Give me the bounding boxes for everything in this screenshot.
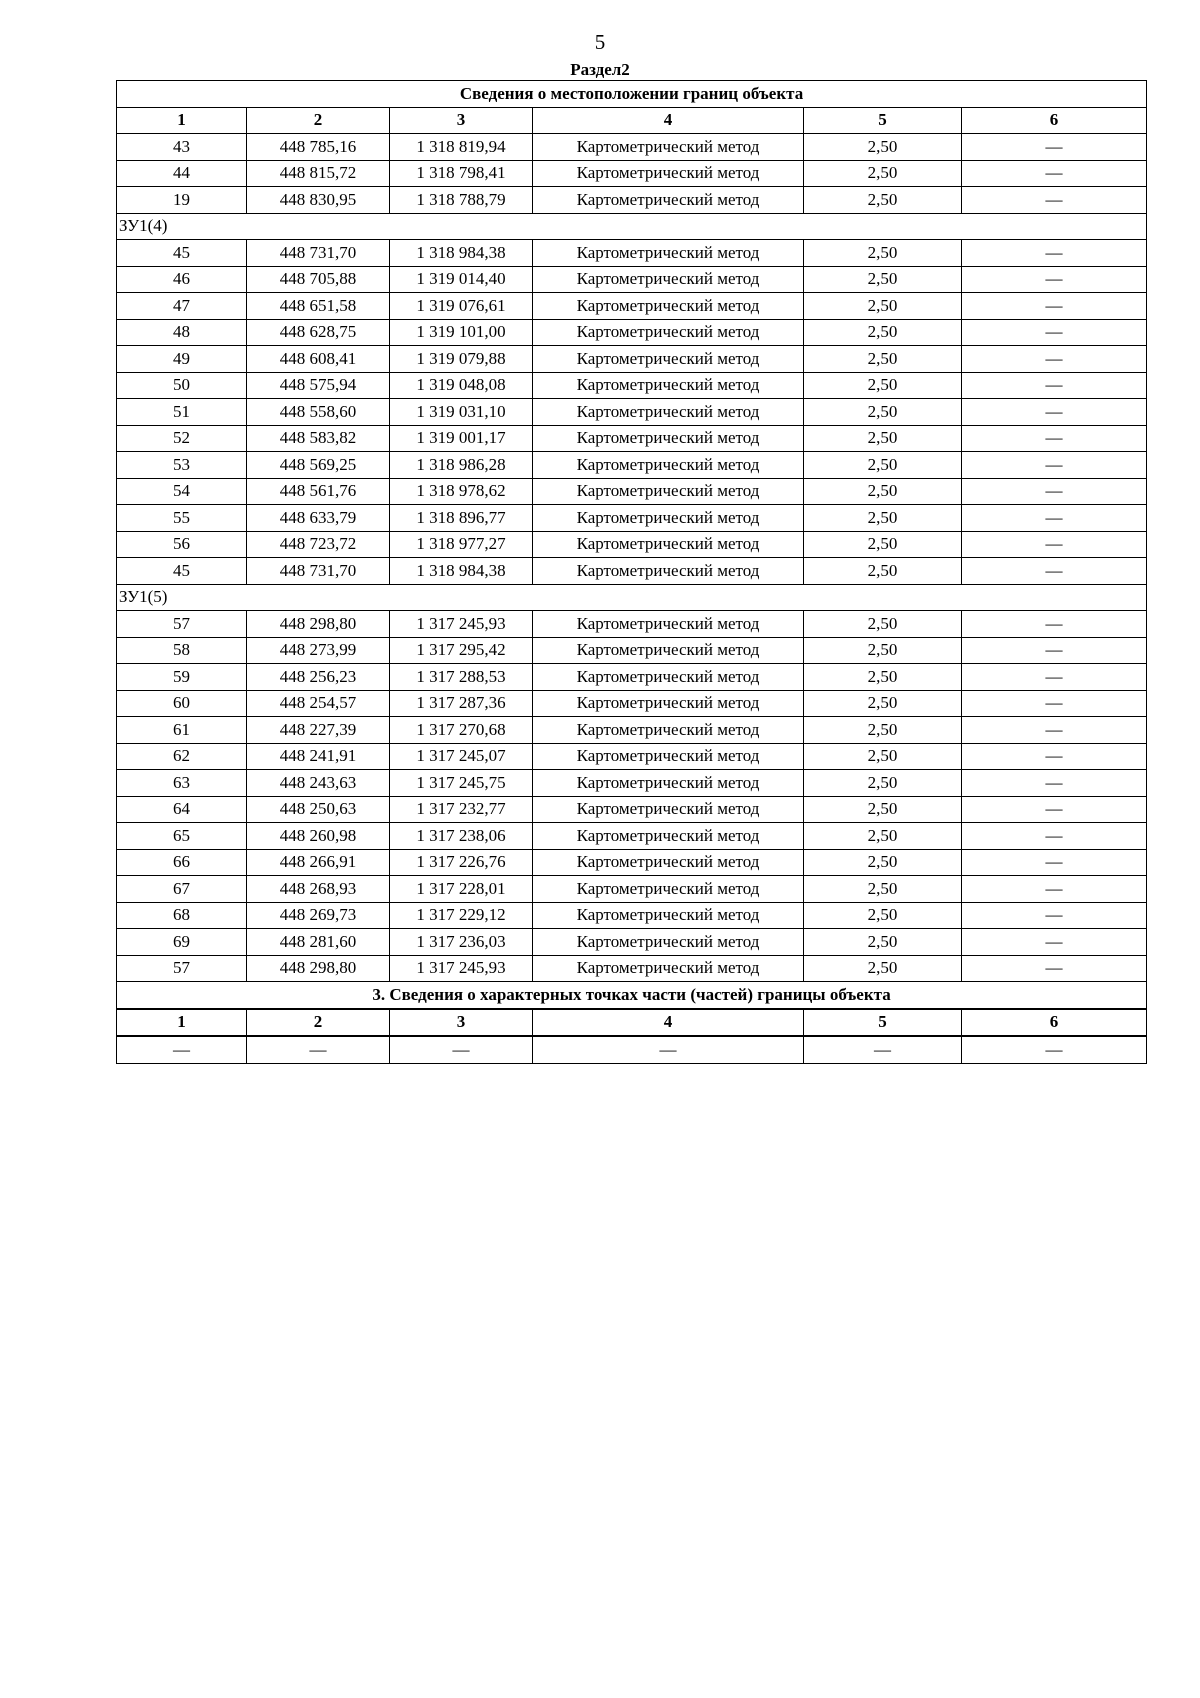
- table-cell: Картометрический метод: [533, 160, 804, 187]
- table-row: [117, 293, 1147, 320]
- table-cell: —: [390, 1036, 533, 1063]
- table-cell: 1 317 226,76: [390, 849, 533, 876]
- table-cell: Картометрический метод: [533, 929, 804, 956]
- page-number: 5: [594, 30, 606, 54]
- table-cell: —: [962, 319, 1147, 346]
- table-cell: 47: [117, 293, 247, 320]
- table-row: [117, 664, 1147, 691]
- table-cell: 66: [117, 849, 247, 876]
- table-cell: 1 317 236,03: [390, 929, 533, 956]
- table-cell: 448 731,70: [247, 240, 390, 267]
- group-label: ЗУ1(4): [117, 213, 1147, 240]
- table-cell: 2,50: [804, 558, 962, 585]
- table-cell: 2,50: [804, 690, 962, 717]
- table-cell: 1 319 076,61: [390, 293, 533, 320]
- table-cell: Картометрический метод: [533, 399, 804, 426]
- table-cell: Картометрический метод: [533, 558, 804, 585]
- table-cell: 53: [117, 452, 247, 479]
- table-cell: —: [117, 1036, 247, 1063]
- table-cell: 2,50: [804, 823, 962, 850]
- table-cell: Картометрический метод: [533, 478, 804, 505]
- table-row: [117, 240, 1147, 267]
- table-cell: Картометрический метод: [533, 664, 804, 691]
- table-cell: 448 266,91: [247, 849, 390, 876]
- table-cell: 49: [117, 346, 247, 373]
- table-cell: —: [962, 160, 1147, 187]
- table-cell: 1 317 229,12: [390, 902, 533, 929]
- table-cell: 48: [117, 319, 247, 346]
- table-cell: 68: [117, 902, 247, 929]
- table-cell: 448 815,72: [247, 160, 390, 187]
- table-cell: 448 705,88: [247, 266, 390, 293]
- table-row: [117, 849, 1147, 876]
- table-cell: 1 319 079,88: [390, 346, 533, 373]
- table-cell: —: [962, 717, 1147, 744]
- table-cell: 1 318 819,94: [390, 134, 533, 161]
- table-cell: 2,50: [804, 240, 962, 267]
- table-cell: —: [962, 902, 1147, 929]
- table-row: [117, 425, 1147, 452]
- table-cell: 448 583,82: [247, 425, 390, 452]
- table-cell: 59: [117, 664, 247, 691]
- table-cell: 448 651,58: [247, 293, 390, 320]
- table-cell: 54: [117, 478, 247, 505]
- table-row: [117, 372, 1147, 399]
- table-cell: 448 723,72: [247, 531, 390, 558]
- table-cell: 448 269,73: [247, 902, 390, 929]
- table-cell: Картометрический метод: [533, 187, 804, 214]
- table-cell: Картометрический метод: [533, 823, 804, 850]
- table-cell: 448 830,95: [247, 187, 390, 214]
- table-cell: 1 317 270,68: [390, 717, 533, 744]
- table-cell: 448 227,39: [247, 717, 390, 744]
- table-cell: —: [962, 823, 1147, 850]
- table-cell: 1 317 245,07: [390, 743, 533, 770]
- table-cell: 2,50: [804, 637, 962, 664]
- column-header: 1: [117, 107, 247, 134]
- table-cell: 2,50: [804, 770, 962, 797]
- table-row: [117, 796, 1147, 823]
- table-row: [117, 399, 1147, 426]
- group-row: [117, 213, 1147, 240]
- table-cell: —: [962, 346, 1147, 373]
- table-cell: 46: [117, 266, 247, 293]
- table-row: [117, 955, 1147, 982]
- table-cell: 2,50: [804, 478, 962, 505]
- table-cell: Картометрический метод: [533, 531, 804, 558]
- table-cell: 448 281,60: [247, 929, 390, 956]
- table-cell: —: [962, 929, 1147, 956]
- table-cell: —: [962, 266, 1147, 293]
- table-cell: 2,50: [804, 611, 962, 638]
- table-cell: —: [962, 796, 1147, 823]
- table-row: [117, 452, 1147, 479]
- table-cell: 45: [117, 558, 247, 585]
- table-cell: 60: [117, 690, 247, 717]
- table-cell: 57: [117, 955, 247, 982]
- section-title: Раздел2: [570, 60, 630, 79]
- table-cell: 448 298,80: [247, 955, 390, 982]
- table-cell: 2,50: [804, 664, 962, 691]
- table-cell: Картометрический метод: [533, 505, 804, 532]
- table-cell: 2,50: [804, 266, 962, 293]
- table-cell: —: [962, 505, 1147, 532]
- column-header: 3: [390, 107, 533, 134]
- table-row: [117, 743, 1147, 770]
- table-cell: —: [962, 770, 1147, 797]
- table-cell: —: [962, 664, 1147, 691]
- table-cell: 2,50: [804, 372, 962, 399]
- table-row: [117, 319, 1147, 346]
- table-cell: —: [962, 637, 1147, 664]
- table-cell: —: [962, 187, 1147, 214]
- table-cell: 2,50: [804, 425, 962, 452]
- table-row: [117, 346, 1147, 373]
- table-cell: 1 317 287,36: [390, 690, 533, 717]
- table-cell: Картометрический метод: [533, 425, 804, 452]
- column-header: 3: [390, 1009, 533, 1037]
- table-cell: 2,50: [804, 743, 962, 770]
- table-cell: 19: [117, 187, 247, 214]
- table-cell: 1 317 288,53: [390, 664, 533, 691]
- table-cell: 2,50: [804, 717, 962, 744]
- table-row: [117, 531, 1147, 558]
- table-cell: Картометрический метод: [533, 266, 804, 293]
- column-header: 6: [962, 1009, 1147, 1037]
- table-cell: —: [962, 558, 1147, 585]
- table-cell: Картометрический метод: [533, 346, 804, 373]
- table-row: [117, 558, 1147, 585]
- table-cell: 2,50: [804, 452, 962, 479]
- table-cell: 448 628,75: [247, 319, 390, 346]
- table-cell: Картометрический метод: [533, 902, 804, 929]
- column-header: 2: [247, 107, 390, 134]
- table-cell: 1 317 295,42: [390, 637, 533, 664]
- table-cell: —: [962, 478, 1147, 505]
- table-cell: 64: [117, 796, 247, 823]
- table-cell: Картометрический метод: [533, 319, 804, 346]
- table-cell: 448 561,76: [247, 478, 390, 505]
- table-cell: —: [962, 690, 1147, 717]
- table-title-row: [117, 81, 1147, 108]
- table-cell: Картометрический метод: [533, 770, 804, 797]
- table-cell: 448 558,60: [247, 399, 390, 426]
- group-row: [117, 584, 1147, 611]
- table-row: [117, 266, 1147, 293]
- table-cell: 1 319 101,00: [390, 319, 533, 346]
- table-cell: 2,50: [804, 849, 962, 876]
- table-cell: 1 319 001,17: [390, 425, 533, 452]
- table-cell: 56: [117, 531, 247, 558]
- table-cell: Картометрический метод: [533, 796, 804, 823]
- table-row: [117, 876, 1147, 903]
- table-row: [117, 823, 1147, 850]
- table-cell: 2,50: [804, 293, 962, 320]
- table-cell: 448 633,79: [247, 505, 390, 532]
- column-header: 6: [962, 107, 1147, 134]
- table-cell: Картометрический метод: [533, 293, 804, 320]
- table-row: [117, 187, 1147, 214]
- table-cell: 448 298,80: [247, 611, 390, 638]
- table-cell: 2,50: [804, 955, 962, 982]
- table-cell: 1 319 048,08: [390, 372, 533, 399]
- table-cell: 52: [117, 425, 247, 452]
- table-row: [117, 160, 1147, 187]
- table-cell: 55: [117, 505, 247, 532]
- table-cell: 51: [117, 399, 247, 426]
- column-header-row: [117, 107, 1147, 134]
- table-cell: 448 260,98: [247, 823, 390, 850]
- table-cell: —: [962, 955, 1147, 982]
- table-row: [117, 478, 1147, 505]
- table-cell: 57: [117, 611, 247, 638]
- table-cell: Картометрический метод: [533, 876, 804, 903]
- table-cell: —: [962, 372, 1147, 399]
- table-cell: Картометрический метод: [533, 611, 804, 638]
- table-cell: 448 254,57: [247, 690, 390, 717]
- table-cell: 2,50: [804, 531, 962, 558]
- table-cell: 1 318 986,28: [390, 452, 533, 479]
- column-header: 5: [804, 1009, 962, 1037]
- table-row: [117, 611, 1147, 638]
- table-cell: 58: [117, 637, 247, 664]
- table-row: [117, 690, 1147, 717]
- table-cell: 63: [117, 770, 247, 797]
- table-row: [117, 637, 1147, 664]
- column-header: 1: [117, 1009, 247, 1037]
- table-cell: 1 318 896,77: [390, 505, 533, 532]
- table-cell: 1 317 238,06: [390, 823, 533, 850]
- table-cell: 44: [117, 160, 247, 187]
- table-cell: 448 569,25: [247, 452, 390, 479]
- table-cell: 45: [117, 240, 247, 267]
- table-cell: —: [247, 1036, 390, 1063]
- table-cell: 1 318 788,79: [390, 187, 533, 214]
- table-title-row: [117, 982, 1147, 1009]
- table-cell: 2,50: [804, 929, 962, 956]
- table-cell: —: [962, 1036, 1147, 1063]
- table-cell: 1 317 245,93: [390, 611, 533, 638]
- table-cell: 43: [117, 134, 247, 161]
- column-header-row: [117, 1009, 1147, 1037]
- table-cell: 448 575,94: [247, 372, 390, 399]
- table-cell: 69: [117, 929, 247, 956]
- table-cell: 61: [117, 717, 247, 744]
- table-cell: 2,50: [804, 796, 962, 823]
- table-cell: 62: [117, 743, 247, 770]
- table-cell: 2,50: [804, 160, 962, 187]
- table-row: [117, 770, 1147, 797]
- table-title: Сведения о местоположении границ объекта: [117, 81, 1147, 108]
- column-header: 2: [247, 1009, 390, 1037]
- column-header: 4: [533, 1009, 804, 1037]
- table-cell: Картометрический метод: [533, 717, 804, 744]
- table-cell: 448 250,63: [247, 796, 390, 823]
- table-row: [117, 1036, 1147, 1063]
- table-cell: —: [962, 849, 1147, 876]
- table-cell: 1 318 984,38: [390, 558, 533, 585]
- table-cell: 2,50: [804, 505, 962, 532]
- table-cell: 1 318 798,41: [390, 160, 533, 187]
- table-cell: 67: [117, 876, 247, 903]
- boundary-table: [116, 80, 1147, 1064]
- table-cell: 448 731,70: [247, 558, 390, 585]
- table-cell: 2,50: [804, 346, 962, 373]
- table-row: [117, 134, 1147, 161]
- table-cell: 65: [117, 823, 247, 850]
- table-cell: Картометрический метод: [533, 240, 804, 267]
- table-cell: 448 256,23: [247, 664, 390, 691]
- table-cell: —: [962, 240, 1147, 267]
- table-cell: —: [962, 876, 1147, 903]
- table-cell: —: [962, 399, 1147, 426]
- column-header: 5: [804, 107, 962, 134]
- table-cell: Картометрический метод: [533, 955, 804, 982]
- table-row: [117, 902, 1147, 929]
- table-title: 3. Сведения о характерных точках части (частей) границы объекта: [117, 982, 1147, 1009]
- table-cell: Картометрический метод: [533, 849, 804, 876]
- column-header: 4: [533, 107, 804, 134]
- table-cell: 1 319 014,40: [390, 266, 533, 293]
- table-cell: —: [962, 531, 1147, 558]
- table-cell: —: [533, 1036, 804, 1063]
- table-cell: 1 317 228,01: [390, 876, 533, 903]
- table-cell: —: [962, 293, 1147, 320]
- table-row: [117, 717, 1147, 744]
- table-cell: 448 243,63: [247, 770, 390, 797]
- table-cell: 448 608,41: [247, 346, 390, 373]
- table-cell: Картометрический метод: [533, 637, 804, 664]
- table-cell: 448 785,16: [247, 134, 390, 161]
- table-cell: Картометрический метод: [533, 743, 804, 770]
- table-row: [117, 505, 1147, 532]
- table-cell: Картометрический метод: [533, 452, 804, 479]
- table-cell: Картометрический метод: [533, 690, 804, 717]
- table-cell: 1 317 232,77: [390, 796, 533, 823]
- table-cell: 2,50: [804, 134, 962, 161]
- table-cell: 1 318 977,27: [390, 531, 533, 558]
- table-cell: 448 268,93: [247, 876, 390, 903]
- table-cell: 2,50: [804, 319, 962, 346]
- table-cell: 2,50: [804, 187, 962, 214]
- table-cell: 2,50: [804, 902, 962, 929]
- table-cell: 448 273,99: [247, 637, 390, 664]
- table-cell: —: [962, 743, 1147, 770]
- table-cell: 1 317 245,75: [390, 770, 533, 797]
- table-cell: 2,50: [804, 399, 962, 426]
- table-cell: —: [962, 611, 1147, 638]
- table-cell: —: [962, 425, 1147, 452]
- table-cell: 2,50: [804, 876, 962, 903]
- table-cell: Картометрический метод: [533, 134, 804, 161]
- table-cell: 1 317 245,93: [390, 955, 533, 982]
- table-cell: 1 319 031,10: [390, 399, 533, 426]
- table-cell: —: [962, 134, 1147, 161]
- table-cell: 50: [117, 372, 247, 399]
- table-cell: 1 318 978,62: [390, 478, 533, 505]
- table-cell: 1 318 984,38: [390, 240, 533, 267]
- table-row: [117, 929, 1147, 956]
- table-cell: 448 241,91: [247, 743, 390, 770]
- table-cell: —: [962, 452, 1147, 479]
- table-cell: Картометрический метод: [533, 372, 804, 399]
- table-cell: —: [804, 1036, 962, 1063]
- group-label: ЗУ1(5): [117, 584, 1147, 611]
